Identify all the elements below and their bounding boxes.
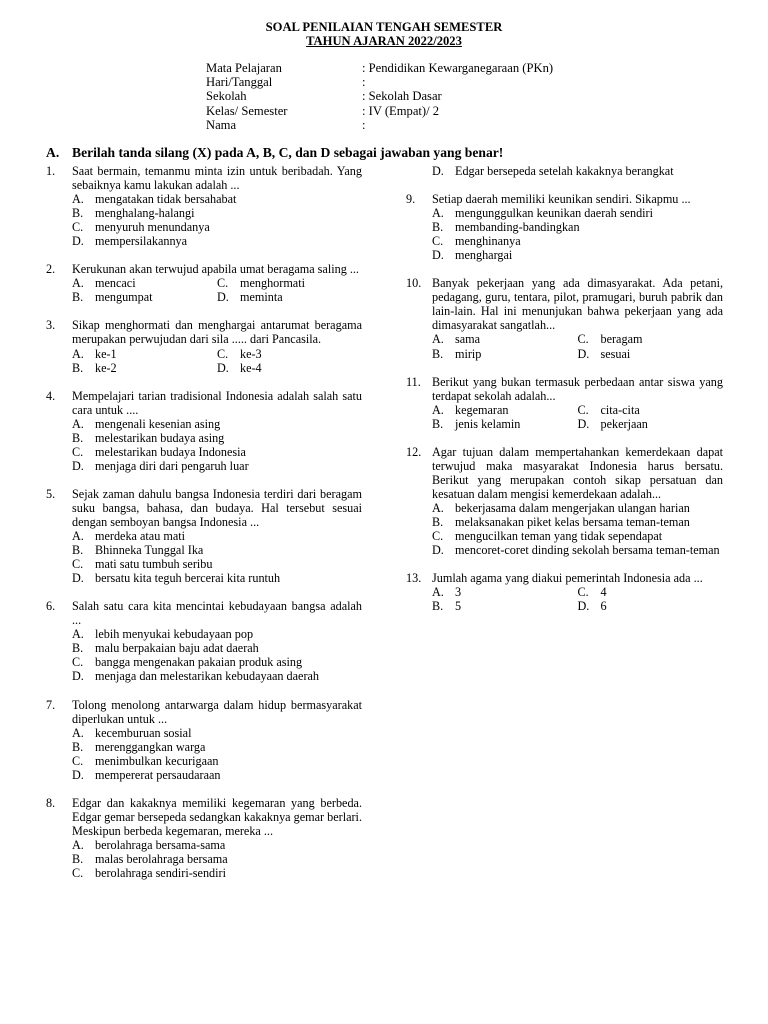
option-text: mengunggulkan keunikan daerah sendiri (455, 206, 653, 221)
answer-option[interactable] (72, 459, 362, 473)
answer-option[interactable] (432, 585, 578, 599)
answer-option[interactable] (217, 290, 362, 304)
option-text: malu berpakaian baju adat daerah (95, 641, 259, 656)
question-body (72, 796, 362, 880)
option-text: 3 (455, 585, 462, 600)
question-item (406, 571, 723, 613)
option-letter: A. (432, 585, 444, 600)
question-number: 9. (406, 192, 416, 207)
info-value: : IV (Empat)/ 2 (362, 103, 440, 118)
option-letter: D. (217, 360, 229, 375)
info-row (206, 61, 553, 75)
option-letter: B. (432, 220, 444, 235)
options-row (432, 599, 723, 613)
answer-option[interactable] (72, 838, 362, 852)
question-item (46, 318, 362, 374)
answer-option[interactable] (432, 599, 578, 613)
option-text: sama (455, 332, 481, 347)
question-body (72, 262, 362, 304)
answer-option[interactable] (72, 543, 362, 557)
question-body (72, 389, 362, 473)
answer-option[interactable] (432, 347, 578, 361)
answer-option[interactable] (72, 557, 362, 571)
question-body (432, 571, 723, 613)
question-item (406, 445, 723, 557)
answer-option[interactable] (432, 248, 723, 262)
option-letter: B. (432, 346, 444, 361)
option-text: sesuai (600, 346, 631, 361)
question-item (46, 796, 362, 880)
option-text: cita-cita (600, 402, 640, 417)
question-body (432, 445, 723, 557)
section-heading (46, 145, 503, 161)
question-number: 6. (46, 599, 56, 614)
option-letter: D. (432, 543, 444, 558)
info-row (206, 75, 553, 89)
option-letter: A. (72, 416, 84, 431)
option-text: bangga mengenakan pakaian produk asing (95, 655, 303, 670)
options-row (432, 332, 723, 346)
exam-title: SOAL PENILAIAN TENGAH SEMESTER (265, 20, 503, 34)
answer-option[interactable] (432, 501, 723, 515)
option-letter: B. (72, 290, 84, 305)
question-body (432, 164, 723, 178)
option-text: bersatu kita teguh bercerai kita runtuh (95, 571, 281, 586)
answer-option[interactable] (432, 543, 723, 557)
answer-option[interactable] (578, 403, 724, 417)
option-letter: C. (217, 346, 229, 361)
options-row (432, 403, 723, 417)
option-text: menghalang-halangi (95, 206, 195, 221)
option-text: lebih menyukai kebudayaan pop (95, 627, 254, 642)
option-text: mempererat persaudaraan (95, 767, 221, 782)
option-text: mencoret-coret dinding sekolah bersama teman-teman (455, 543, 720, 558)
answer-option[interactable] (72, 445, 362, 459)
option-letter: C. (432, 529, 444, 544)
right-column (406, 164, 723, 627)
question-body (72, 318, 362, 374)
question-number: 12. (406, 444, 422, 459)
question-number (406, 164, 432, 178)
option-text: 6 (600, 599, 607, 614)
answer-option[interactable] (72, 571, 362, 585)
answer-option[interactable] (217, 276, 362, 290)
question-stem: Setiap daerah memiliki keunikan sendiri. Sikapmu ... (432, 192, 691, 207)
option-text: mempersilakannya (95, 234, 188, 249)
option-letter: B. (72, 641, 84, 656)
options-row (432, 347, 723, 361)
option-text: mati satu tumbuh seribu (95, 557, 213, 572)
question-item (46, 487, 362, 585)
answer-option[interactable] (432, 234, 723, 248)
option-letter: B. (72, 739, 84, 754)
left-column (46, 164, 362, 894)
question-number: 3. (46, 318, 56, 333)
option-text: menjaga dan melestarikan kebudayaan daerah (95, 669, 320, 684)
option-text: mengenali kesenian asing (95, 416, 221, 431)
info-value: : Pendidikan Kewarganegaraan (PKn) (362, 61, 554, 75)
info-row (206, 89, 553, 103)
option-letter: A. (72, 725, 84, 740)
option-text: malas berolahraga bersama (95, 851, 228, 866)
option-letter: B. (72, 206, 84, 221)
option-text: merenggangkan warga (95, 739, 206, 754)
option-letter: C. (577, 402, 589, 417)
option-letter: B. (72, 543, 84, 558)
answer-option[interactable] (578, 332, 724, 346)
question-stem: Sejak zaman dahulu bangsa Indonesia terdiri dari beragam suku bangsa, bahasa, dan budaya. Hal tersebut sesuai dengan semboyan bangsa Indonesia ... (72, 486, 362, 529)
option-letter: C. (72, 557, 84, 572)
info-label: Sekolah (206, 89, 247, 104)
question-number: 7. (46, 697, 56, 712)
option-text: Bhinneka Tunggal Ika (95, 543, 204, 558)
option-letter: A. (72, 276, 84, 291)
option-letter: C. (72, 866, 84, 881)
option-letter: A. (72, 346, 84, 361)
option-text: berolahraga bersama-sama (95, 837, 226, 852)
option-text: menimbulkan kecurigaan (95, 753, 219, 768)
answer-option[interactable] (217, 361, 362, 375)
answer-option[interactable] (432, 332, 578, 346)
option-letter: A. (72, 627, 84, 642)
option-text: kecemburuan sosial (95, 725, 192, 740)
option-letter: D. (577, 599, 590, 614)
answer-option[interactable] (72, 276, 217, 290)
question-stem: Agar tujuan dalam mempertahankan kemerdekaan dapat terwujud maka masyarakat Indonesia harus bersatu. Berikut yang merupakan contoh sikap persatuan dan kesatuan dalam mengisi kemerdekaan adalah... (432, 444, 723, 501)
section-instruction: Berilah tanda silang (X) pada A, B, C, dan D sebagai jawaban yang benar! (72, 145, 504, 160)
option-letter: B. (432, 599, 444, 614)
option-letter: C. (577, 332, 589, 347)
question-body (432, 276, 723, 360)
option-letter: C. (72, 220, 84, 235)
info-value: : (362, 75, 366, 90)
question-stem: Banyak pekerjaan yang ada dimasyarakat. Ada petani, pedagang, guru, tentara, pilot, pramugari, buruh pabrik dan lain-lain. Hal ini menunjukan bahwa pekerjaan yang ada dimasyarakat sangatlah... (432, 276, 723, 333)
answer-option[interactable] (72, 234, 362, 248)
answer-option[interactable] (578, 599, 724, 613)
option-text: jenis kelamin (455, 416, 521, 431)
info-row (206, 104, 553, 118)
answer-option[interactable] (578, 347, 724, 361)
info-label: Mata Pelajaran (206, 61, 282, 75)
answer-option[interactable] (72, 220, 362, 234)
document-title (0, 20, 768, 48)
option-text: Edgar bersepeda setelah kakaknya berangkat (455, 164, 674, 178)
answer-option[interactable] (72, 754, 362, 768)
question-body (432, 375, 723, 431)
option-letter: C. (432, 234, 444, 249)
student-info (206, 61, 553, 132)
question-body (432, 192, 723, 262)
option-text: berolahraga sendiri-sendiri (95, 866, 226, 881)
question-stem: Tolong menolong antarwarga dalam hidup bermasyarakat diperlukan untuk ... (72, 697, 362, 726)
option-text: meminta (240, 290, 283, 305)
answer-option[interactable] (72, 347, 217, 361)
option-text: menghormati (240, 276, 305, 291)
option-text: pekerjaan (600, 416, 648, 431)
option-letter: A. (72, 529, 84, 544)
option-text: melaksanakan piket kelas bersama teman-teman (455, 514, 690, 529)
option-letter: D. (72, 458, 84, 473)
question-number: 4. (46, 388, 56, 403)
option-text: melestarikan budaya asing (95, 430, 225, 445)
option-text: mengumpat (95, 290, 153, 305)
option-letter: D. (72, 669, 84, 684)
option-text: 5 (455, 599, 462, 614)
info-value: : (362, 117, 366, 132)
question-number: 5. (46, 486, 56, 501)
option-letter: D. (432, 164, 444, 178)
option-text: mengucilkan teman yang tidak sependapat (455, 529, 663, 544)
answer-option[interactable] (72, 417, 362, 431)
question-item (46, 389, 362, 473)
option-text: ke-2 (95, 360, 117, 375)
option-letter: D. (72, 571, 84, 586)
question-stem: Jumlah agama yang diakui pemerintah Indonesia ada ... (432, 571, 703, 586)
answer-option[interactable] (72, 768, 362, 782)
answer-option[interactable] (72, 726, 362, 740)
question-body (72, 164, 362, 248)
answer-option[interactable] (578, 417, 724, 431)
answer-option[interactable] (432, 206, 723, 220)
answer-option[interactable] (72, 192, 362, 206)
option-text: kegemaran (455, 402, 509, 417)
option-text: melestarikan budaya Indonesia (95, 444, 246, 459)
answer-option[interactable] (217, 347, 362, 361)
info-label: Nama (206, 117, 237, 132)
option-text: beragam (600, 332, 643, 347)
answer-option[interactable] (72, 206, 362, 220)
question-item (406, 375, 723, 431)
question-item (46, 262, 362, 304)
info-row (206, 118, 553, 132)
answer-option[interactable] (72, 740, 362, 754)
answer-option[interactable] (432, 220, 723, 234)
question-stem: Saat bermain, temanmu minta izin untuk beribadah. Yang sebaiknya kamu lakukan adalah ... (72, 164, 362, 193)
answer-option[interactable] (72, 641, 362, 655)
option-letter: B. (432, 514, 444, 529)
question-stem: Kerukunan akan terwujud apabila umat beragama saling ... (72, 262, 359, 277)
question-stem: Salah satu cara kita mencintai kebudayaan bangsa adalah ... (72, 599, 362, 628)
school-year: TAHUN AJARAN 2022/2023 (306, 34, 462, 48)
options-row (72, 290, 362, 304)
option-letter: D. (72, 234, 84, 249)
option-text: mirip (455, 346, 482, 361)
option-text: ke-1 (95, 346, 117, 361)
option-letter: A. (432, 500, 444, 515)
question-item (46, 599, 362, 683)
question-number: 11. (406, 374, 421, 389)
option-text: bekerjasama dalam mengerjakan ulangan harian (455, 500, 690, 515)
question-body (72, 599, 362, 683)
question-item (406, 276, 723, 360)
question-body (72, 698, 362, 782)
question-item (46, 698, 362, 782)
option-text: menghargai (455, 248, 513, 263)
option-text: menghinanya (455, 234, 521, 249)
option-letter: D. (577, 346, 590, 361)
question-stem: Sikap menghormati dan menghargai antarumat beragama merupakan perwujudan dari sila ..... dari Pancasila. (72, 318, 362, 347)
answer-option[interactable] (72, 852, 362, 866)
options-row (72, 347, 362, 361)
option-letter: C. (72, 753, 84, 768)
option-letter: D. (577, 416, 590, 431)
question-number: 13. (406, 571, 422, 586)
options-row (432, 417, 723, 431)
option-letter: B. (72, 360, 84, 375)
option-text: mengatakan tidak bersahabat (95, 192, 237, 207)
option-letter: D. (217, 290, 229, 305)
option-letter: C. (72, 655, 84, 670)
option-letter: C. (72, 444, 84, 459)
option-text: ke-3 (240, 346, 262, 361)
question-stem: Berikut yang bukan termasuk perbedaan antar siswa yang terdapat sekolah adalah... (432, 374, 723, 403)
options-row (72, 361, 362, 375)
answer-option[interactable] (432, 417, 578, 431)
question-item (406, 192, 723, 262)
option-letter: A. (72, 837, 84, 852)
question-body (72, 487, 362, 585)
question-number: 10. (406, 276, 422, 291)
question-number: 8. (46, 795, 56, 810)
option-letter: B. (432, 416, 444, 431)
answer-option[interactable] (432, 403, 578, 417)
question-stem: Edgar dan kakaknya memiliki kegemaran yang berbeda. Edgar gemar bersepeda sedangkan kakaknya gemar berlari. Meskipun berbeda kegemaran, mereka ... (72, 795, 362, 838)
option-text: membanding-bandingkan (455, 220, 580, 235)
answer-option[interactable] (72, 290, 217, 304)
option-letter: C. (577, 585, 589, 600)
answer-option[interactable] (578, 585, 724, 599)
answer-option[interactable] (72, 655, 362, 669)
option-letter: D. (72, 767, 84, 782)
answer-option[interactable] (72, 669, 362, 683)
answer-option[interactable] (72, 529, 362, 543)
option-letter: A. (432, 402, 444, 417)
option-letter: B. (72, 851, 84, 866)
options-row (432, 585, 723, 599)
option-text: mencaci (95, 276, 136, 291)
answer-option[interactable] (432, 164, 723, 178)
option-letter: C. (217, 276, 229, 291)
option-text: merdeka atau mati (95, 529, 186, 544)
option-letter: A. (432, 206, 444, 221)
answer-option[interactable] (72, 361, 217, 375)
info-value: : Sekolah Dasar (362, 89, 442, 104)
question-number: 1. (46, 164, 56, 178)
option-letter: B. (72, 430, 84, 445)
question-item (46, 164, 362, 248)
option-text: ke-4 (240, 360, 262, 375)
question-stem: Mempelajari tarian tradisional Indonesia adalah salah satu cara untuk .... (72, 388, 362, 417)
option-text: menjaga diri dari pengaruh luar (95, 458, 249, 473)
option-text: menyuruh menundanya (95, 220, 210, 235)
option-text: 4 (600, 585, 607, 600)
answer-option[interactable] (432, 529, 723, 543)
option-letter: D. (432, 248, 444, 263)
info-label: Kelas/ Semester (206, 103, 288, 118)
option-letter: A. (432, 332, 444, 347)
answer-option[interactable] (72, 431, 362, 445)
info-label: Hari/Tanggal (206, 75, 273, 90)
option-letter: A. (72, 192, 84, 207)
options-row (72, 276, 362, 290)
question-number: 2. (46, 262, 56, 277)
answer-option[interactable] (72, 866, 362, 880)
answer-option[interactable] (432, 515, 723, 529)
section-letter: A. (46, 145, 60, 160)
question-item (406, 164, 723, 178)
answer-option[interactable] (72, 627, 362, 641)
